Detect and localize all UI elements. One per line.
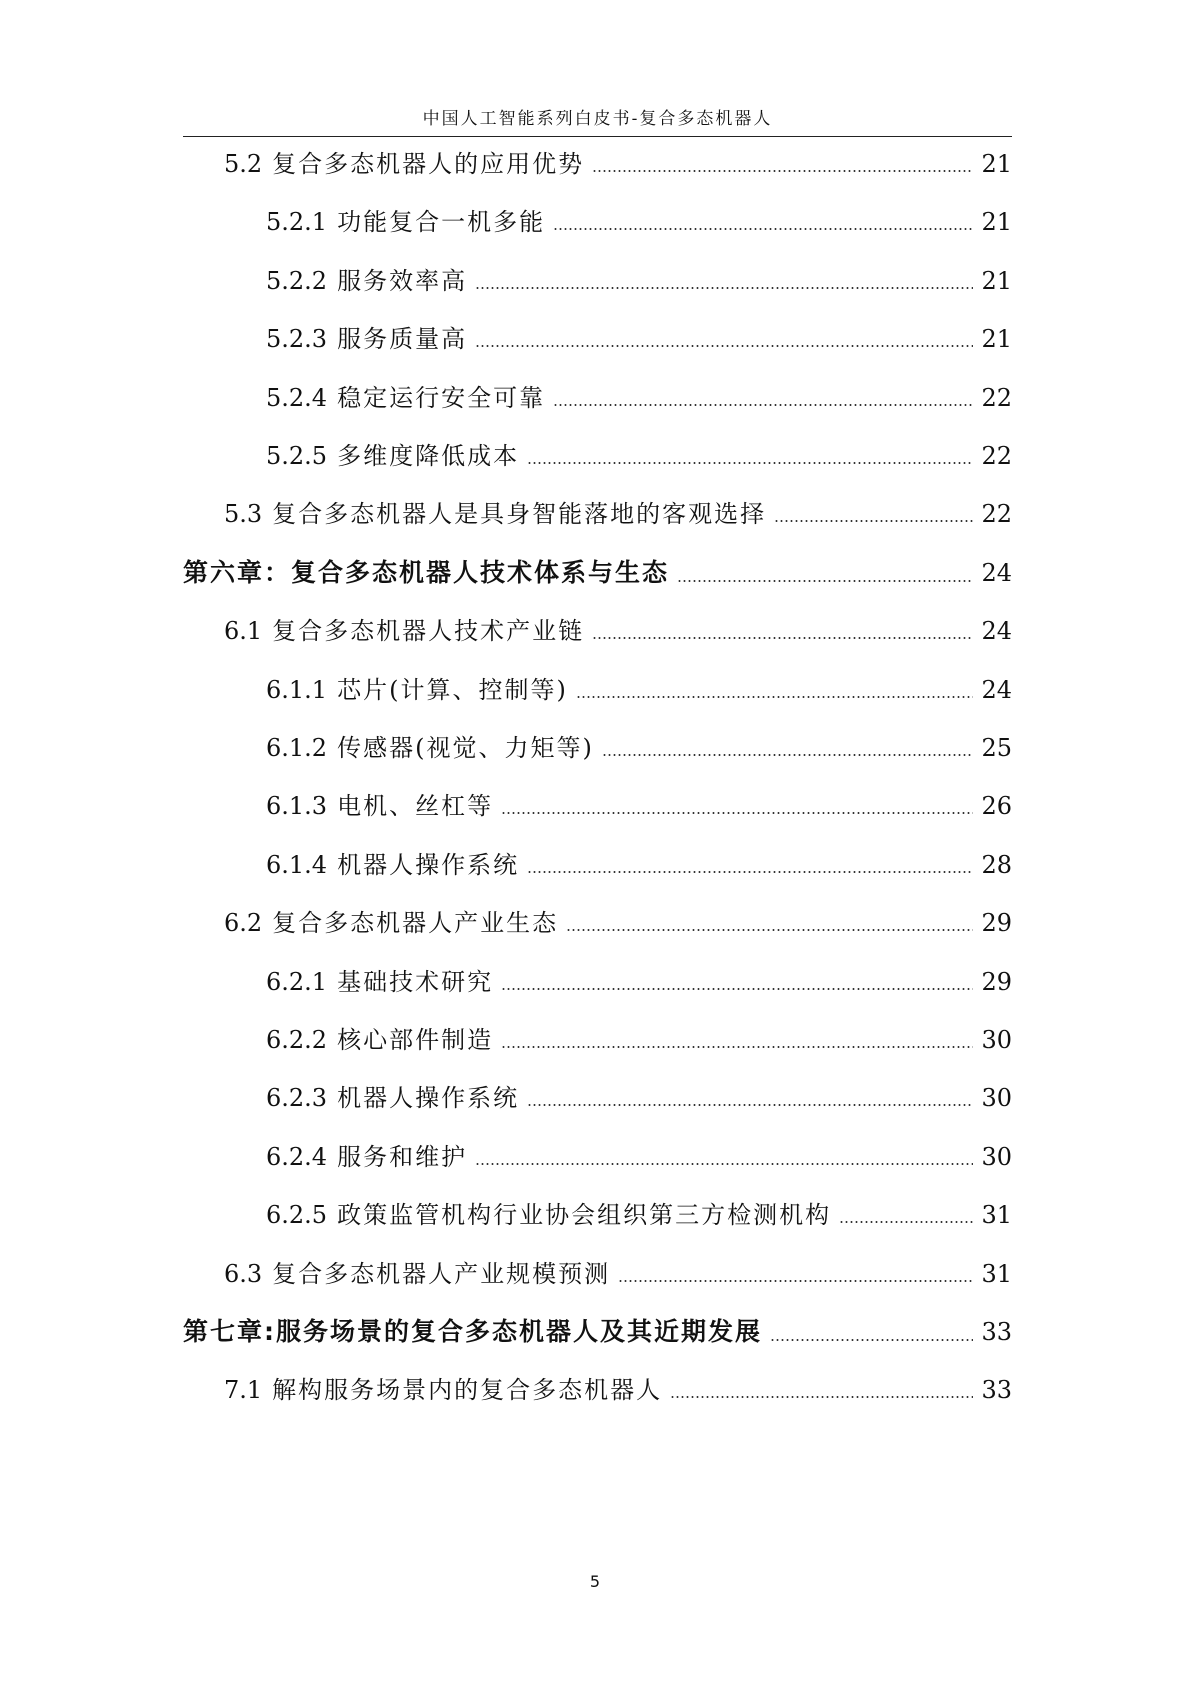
toc-entry[interactable]: [183, 553, 1012, 593]
toc-entry-number: 6.3: [224, 1259, 263, 1288]
toc-entry[interactable]: [266, 786, 1012, 826]
toc-dot-leader: [501, 812, 973, 814]
toc-dot-leader: [553, 228, 973, 230]
toc-entry-page: 30: [981, 1084, 1012, 1113]
toc-entry[interactable]: [224, 1370, 1012, 1410]
toc-dot-leader: [553, 404, 973, 406]
toc-entry[interactable]: [266, 1195, 1012, 1235]
toc-entry-number: 5.2.2: [266, 266, 328, 295]
toc-entry[interactable]: [183, 1312, 1012, 1352]
toc-dot-leader: [527, 462, 973, 464]
toc-entry-page: 24: [981, 558, 1012, 587]
toc-entry-title: 服务质量高: [337, 325, 468, 354]
toc-dot-leader: [839, 1221, 973, 1223]
toc-entry[interactable]: [266, 670, 1012, 710]
toc-entry-page: 33: [981, 1318, 1012, 1346]
toc-entry-number: 6.1: [224, 617, 263, 646]
toc-entry-number: 6.2.4: [266, 1142, 328, 1171]
toc-entry-title: 复合多态机器人产业规模预测: [272, 1259, 611, 1288]
toc-entry-title: 第六章：复合多态机器人技术体系与生态: [183, 557, 670, 587]
page-header-title: 中国人工智能系列白皮书-复合多态机器人: [422, 109, 773, 129]
toc-entry-page: 29: [981, 909, 1012, 938]
toc-entry-title: 多维度降低成本: [337, 442, 520, 470]
toc-dot-leader: [501, 988, 973, 990]
toc-entry-page: 33: [981, 1376, 1012, 1405]
toc-dot-leader: [501, 1046, 973, 1048]
toc-entry-page: 29: [981, 967, 1012, 996]
toc-dot-leader: [475, 345, 973, 347]
toc-entry-number: 6.1.1: [266, 675, 328, 704]
toc-entry[interactable]: [266, 261, 1012, 301]
toc-entry-number: 5.3: [224, 500, 263, 529]
toc-dot-leader: [774, 520, 973, 522]
toc-entry[interactable]: [224, 494, 1012, 534]
toc-entry[interactable]: [224, 903, 1012, 943]
toc-entry-number: 5.2.4: [266, 383, 328, 412]
toc-entry-page: 24: [981, 617, 1012, 646]
toc-entry-number: 6.1.4: [266, 850, 328, 879]
toc-dot-leader: [566, 929, 973, 931]
toc-entry-number: 6.2.3: [266, 1084, 328, 1113]
toc-entry[interactable]: [266, 728, 1012, 768]
toc-entry-title: 政策监管机构行业协会组织第三方检测机构: [337, 1201, 832, 1230]
toc-entry-page: 22: [981, 383, 1012, 412]
toc-entry-title: 复合多态机器人的应用优势: [272, 150, 585, 178]
toc-entry-number: 5.2.5: [266, 442, 328, 470]
toc-entry-title: 机器人操作系统: [337, 1084, 520, 1113]
toc-entry-number: 6.1.2: [266, 734, 328, 762]
toc-entry-title: 基础技术研究: [337, 967, 494, 996]
toc-entry-page: 22: [981, 442, 1012, 470]
toc-entry-title: 功能复合一机多能: [337, 208, 546, 237]
toc-entry-page: 30: [981, 1026, 1012, 1054]
toc-entry-number: 6.2.5: [266, 1201, 328, 1230]
toc-entry-page: 26: [981, 792, 1012, 821]
toc-entry-title: 机器人操作系统: [337, 850, 520, 879]
toc-entry[interactable]: [224, 611, 1012, 651]
toc-entry[interactable]: [266, 845, 1012, 885]
toc-entry-title: 解构服务场景内的复合多态机器人: [272, 1376, 663, 1405]
page-number: 5: [589, 1572, 601, 1591]
toc-entry-number: 6.2.2: [266, 1026, 328, 1054]
toc-dot-leader: [770, 1339, 973, 1341]
toc-entry-number: 7.1: [224, 1376, 263, 1405]
toc-entry-title: 复合多态机器人是具身智能落地的客观选择: [272, 500, 767, 529]
toc-entry-title: 第七章:服务场景的复合多态机器人及其近期发展: [183, 1317, 762, 1346]
toc-dot-leader: [592, 170, 973, 172]
toc-entry-page: 30: [981, 1142, 1012, 1171]
toc-entry-page: 31: [981, 1259, 1012, 1288]
toc-entry[interactable]: [266, 1078, 1012, 1118]
toc-dot-leader: [475, 1163, 973, 1165]
toc-entry-number: 5.2: [224, 150, 263, 178]
toc-entry-number: 5.2.3: [266, 325, 328, 354]
toc-entry-page: 24: [981, 675, 1012, 704]
toc-entry-page: 21: [981, 208, 1012, 237]
toc-entry-page: 28: [981, 850, 1012, 879]
toc-entry-page: 31: [981, 1201, 1012, 1230]
toc-entry[interactable]: [224, 144, 1012, 184]
toc-entry-page: 21: [981, 266, 1012, 295]
toc-entry-title: 核心部件制造: [337, 1026, 494, 1054]
toc-entry-number: 6.1.3: [266, 792, 328, 821]
toc-entry-title: 电机、丝杠等: [337, 792, 494, 821]
toc-dot-leader: [527, 1104, 973, 1106]
toc-entry-page: 25: [981, 734, 1012, 762]
toc-entry-page: 21: [981, 150, 1012, 178]
toc-entry-title: 复合多态机器人技术产业链: [272, 617, 585, 646]
toc-dot-leader: [475, 287, 973, 289]
toc-entry[interactable]: [266, 202, 1012, 242]
toc-entry-number: 6.2.1: [266, 967, 328, 996]
toc-entry[interactable]: [266, 378, 1012, 418]
toc-dot-leader: [670, 1396, 973, 1398]
toc-entry-title: 服务效率高: [337, 266, 468, 295]
toc-entry[interactable]: [266, 436, 1012, 476]
toc-entry[interactable]: [224, 1254, 1012, 1294]
toc-entry-number: 6.2: [224, 909, 263, 938]
toc-dot-leader: [592, 637, 973, 639]
toc-entry-page: 22: [981, 500, 1012, 529]
toc-dot-leader: [602, 754, 974, 756]
toc-dot-leader: [576, 696, 974, 698]
toc-entry[interactable]: [266, 962, 1012, 1002]
toc-entry-title: 稳定运行安全可靠: [337, 383, 546, 412]
toc-entry-number: 5.2.1: [266, 208, 328, 237]
toc-entry-title: 复合多态机器人产业生态: [272, 909, 559, 938]
toc-entry-title: 芯片(计算、控制等): [337, 675, 568, 704]
toc-dot-leader: [618, 1280, 973, 1282]
toc-dot-leader: [677, 580, 973, 582]
toc-entry[interactable]: [266, 319, 1012, 359]
toc-entry-title: 传感器(视觉、力矩等): [337, 734, 594, 762]
toc-entry-title: 服务和维护: [337, 1142, 468, 1171]
toc-entry[interactable]: [266, 1137, 1012, 1177]
toc-dot-leader: [527, 871, 973, 873]
toc-entry[interactable]: [266, 1020, 1012, 1060]
toc-entry-page: 21: [981, 325, 1012, 354]
